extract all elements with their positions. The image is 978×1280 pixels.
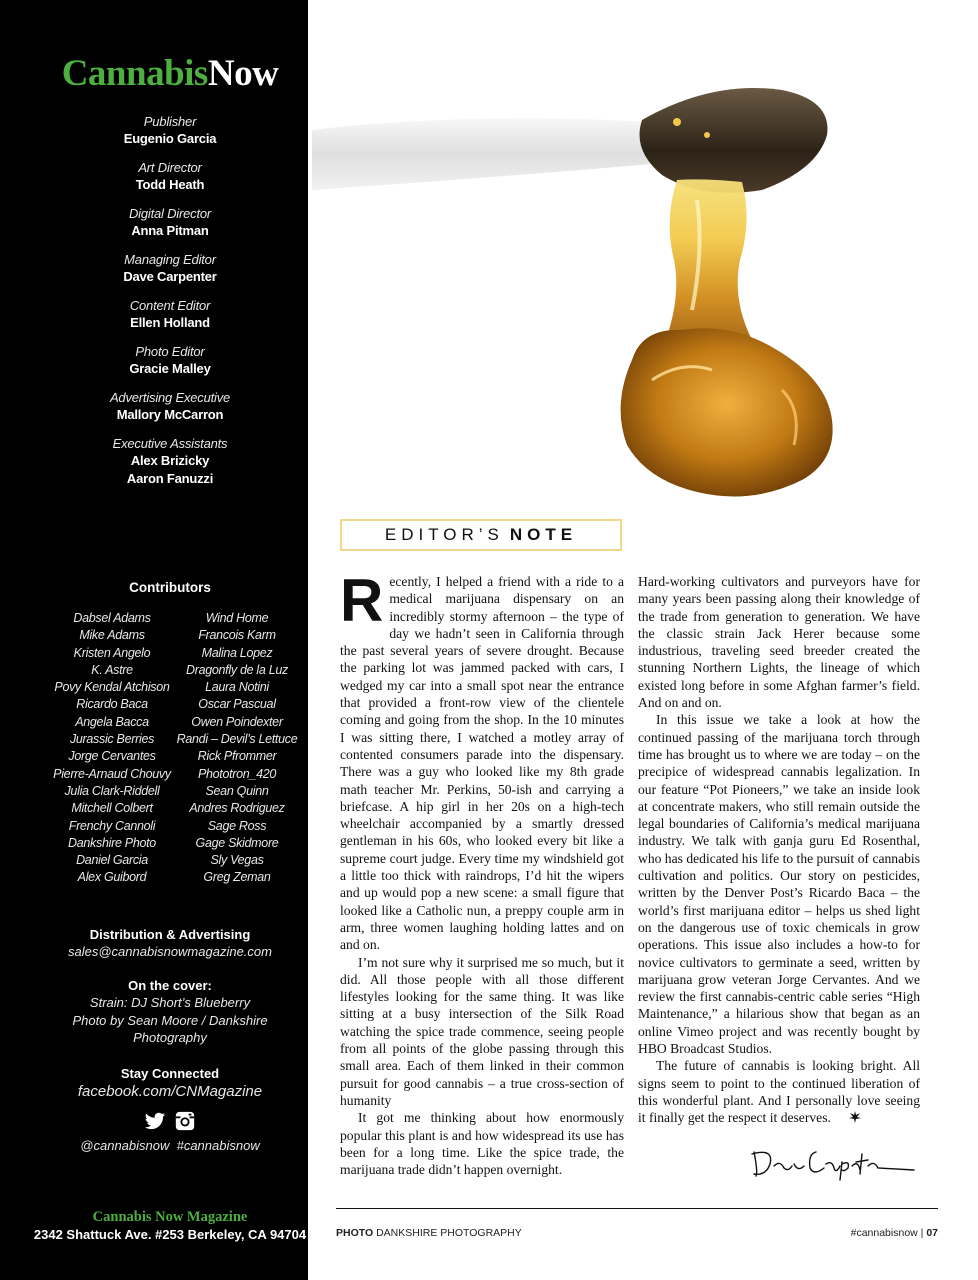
distribution-heading: Distribution & Advertising — [89, 927, 251, 942]
contributor-name: Oscar Pascual — [198, 697, 276, 712]
contributor-name: Pierre-Arnaud Chouvy — [53, 766, 171, 781]
connect-heading: Stay Connected — [120, 1066, 220, 1081]
role-title: Art Director — [138, 160, 202, 175]
editors-label-bold: NOTE — [509, 525, 578, 544]
contributor-name: Alex Guibord — [77, 870, 147, 885]
role-title: Digital Director — [128, 206, 212, 221]
cover-strain: Strain: DJ Short’s Blueberry — [89, 995, 251, 1010]
contributor-name: Dankshire Photo — [68, 835, 156, 850]
article-paragraph: Hard-working cultivators and purveyors have for many years been passing along their knowledge of the trade from generation to generation. We have the classic strain Jack Herer because some industrious, traveling seed breeder created the stunning Northern Lights, the lineage of which existed long before in some Afghan farmer’s field. And on and on. — [638, 574, 920, 711]
cover-heading: On the cover: — [128, 978, 212, 993]
role-name: Eugenio Garcia — [123, 131, 217, 146]
staff-role — [0, 206, 340, 240]
contributor-name: Greg Zeman — [203, 870, 271, 885]
logo-part-2: Now — [207, 53, 279, 94]
role-name: Gracie Malley — [129, 361, 211, 376]
footer-hashtag: #cannabisnow | — [850, 1227, 927, 1239]
magazine-address-block — [0, 1208, 340, 1244]
article-paragraph: It got me thinking about how enormously popular this plant is and how widespread its use has been for a long time. Like the spice trade, the marijuana trade didn’t happen overnight. — [340, 1110, 624, 1178]
social-icons — [0, 1110, 340, 1132]
cannabis-now-logo — [0, 52, 340, 95]
contributor-name: Rick Pfrommer — [197, 749, 277, 764]
connect-block — [0, 1065, 340, 1153]
contributor-name: Mike Adams — [79, 628, 145, 643]
role-name: Anna Pitman — [131, 223, 209, 238]
article-paragraph: In this issue we take a look at how the continued passing of the marijuana torch through time has brought us to where we are today – on the precipice of widespread cannabis legalization. In our feature “Pot Pioneers,” we take an inside look at concentrate makers, who still remain outside the legal boundaries of California’s medical marijuana industry. We talk with ganja guru Ed Rosenthal, who has dedicated his life to the pursuit of cannabis cultivation and politics. Our story on pesticides, written by the Denver Post’s Ricardo Baca – the world’s first marijuana editor – helps us shed light on the dangerous use of toxic chemicals in grow operations. This issue also includes a how-to for novice cultivators to germinate a seed, written by marijuana grow veteran Jorge Cervantes. And we review the first cannabis-centric cable series “High Maintenance,” a hilarious show that began as an online Vimeo project and was recently bought by HBO Broadcast Studios. — [638, 712, 920, 1057]
article-paragraph: I’m not sure why it surprised me so much, but it did. All those people with all those different lifestyles looking for the same thing. It was like sitting at a busy intersection of the Silk Road watching the spice trade commence, seeing people from all points of the globe passing through this small area. Each of them linked in their common pursuit for good cannabis – a true cross-section of humanity — [340, 954, 624, 1108]
contributor-name: Sage Ross — [207, 818, 267, 833]
concentrate-dab-photo — [312, 60, 912, 530]
contributor-name: Francois Karm — [198, 628, 276, 643]
footer-rule — [336, 1208, 938, 1209]
contributors-column-right — [176, 610, 298, 887]
staff-role — [0, 344, 340, 378]
role-name: Ellen Holland — [130, 315, 210, 330]
staff-role — [0, 298, 340, 332]
role-title: Photo Editor — [135, 344, 205, 359]
contributor-name: Daniel Garcia — [76, 853, 148, 868]
photo-credit-name: DANKSHIRE PHOTOGRAPHY — [373, 1227, 522, 1239]
article-paragraph — [340, 567, 624, 954]
contributor-name: Andres Rodriguez — [189, 801, 285, 816]
contributor-name: Povy Kendal Atchison — [54, 680, 170, 695]
contributor-name: Angela Bacca — [75, 714, 149, 729]
contributor-name: Phototron_420 — [197, 766, 277, 781]
masthead-sidebar — [0, 0, 308, 1280]
photo-credit-label: PHOTO — [336, 1227, 374, 1239]
contributor-name: Mitchell Colbert — [71, 801, 153, 816]
cover-block — [0, 977, 340, 1047]
cover-photo-credit-1: Photo by Sean Moore / Dankshire — [72, 1012, 268, 1028]
contributor-name: Owen Poindexter — [191, 714, 283, 729]
facebook-link[interactable]: facebook.com/CNMagazine — [77, 1083, 263, 1100]
contributor-name: Laura Notini — [205, 680, 269, 695]
contributor-name: Gage Skidmore — [195, 835, 279, 850]
magazine-name: Cannabis Now Magazine — [92, 1209, 248, 1225]
article-column-1 — [340, 567, 624, 1178]
article-column-2 — [638, 573, 920, 1127]
distribution-block — [0, 926, 340, 961]
contributor-name: Wind Home — [205, 611, 269, 625]
paragraph-text: ecently, I helped a friend with a ride to a medical marijuana dispensary on an incredibly stormy afternoon – the type of day we hadn’t seen in California through the past several years of severe drought. Because the parking lot was jammed packed with cars, I wedged my car into a small spot near the entrance that provided a front-row view of the clientele coming and going from the shop. In the 10 minutes I was sitting there, I watched a motley array of contented consumers parade into the dispensary. There was a guy who looked like my 8th grade math teacher Mr. Perkins, 50-ish and carrying a briefcase. A hip girl in her 20s on a high-tech wheelchair accompanied by a smartly dressed gentleman in his 60s, who looked every bit like a supreme court judge. Every time my windshield got a little too thick with raindrops, I’d hit the wipers and up would pop a new scene: a small figure that looked like a Catholic nun, a preppy couple arm in arm, three women laughing holding lattes and on and on. — [340, 574, 624, 953]
staff-role — [0, 160, 340, 194]
staff-role — [0, 252, 340, 286]
contributors-column-left — [48, 610, 176, 887]
contributor-name: Sly Vegas — [210, 853, 264, 868]
page-number: 07 — [926, 1227, 938, 1239]
contributor-name: Randi – Devil’s Lettuce — [176, 732, 298, 747]
staff-role — [0, 390, 340, 424]
magazine-address: 2342 Shattuck Ave. #253 Berkeley, CA 94704 — [33, 1227, 307, 1242]
instagram-icon[interactable] — [174, 1110, 196, 1132]
contributor-name: K. Astre — [91, 662, 133, 677]
contributor-name: Julia Clark-Riddell — [64, 783, 160, 798]
contributor-name: Dragonfly de la Luz — [185, 662, 288, 677]
staff-role — [0, 436, 340, 488]
article-paragraph — [638, 1057, 920, 1126]
role-title: Managing Editor — [124, 252, 216, 267]
contributor-name: Sean Quinn — [205, 783, 269, 798]
contributor-name: Ricardo Baca — [76, 697, 148, 712]
editors-note-label — [340, 519, 622, 551]
role-name: Dave Carpenter — [123, 269, 217, 284]
role-title: Advertising Executive — [109, 390, 231, 405]
role-name: Todd Heath — [135, 177, 205, 192]
contributor-name: Malina Lopez — [201, 645, 273, 660]
contributors-list — [48, 610, 298, 887]
distribution-email[interactable]: sales@cannabisnowmagazine.com — [68, 944, 272, 959]
contributor-name: Dabsel Adams — [73, 611, 151, 625]
editor-signature — [744, 1142, 924, 1182]
role-title: Executive Assistants — [112, 436, 228, 451]
logo-part-1: Cannabis — [61, 53, 208, 94]
paragraph-text: The future of cannabis is looking bright. All signs seem to point to the continued liberation of this wonderful plant. And I personally love seeing it finally get the respect it deserves. — [638, 1058, 920, 1126]
photo-credit — [336, 1227, 522, 1239]
cover-photo-credit-2: Photography — [133, 1030, 207, 1045]
contributor-name: Jurassic Berries — [69, 732, 155, 747]
contributor-name: Jorge Cervantes — [68, 749, 156, 764]
role-name: Alex Brizicky — [130, 453, 210, 468]
role-name: Mallory McCarron — [116, 407, 224, 422]
role-title: Content Editor — [129, 298, 211, 313]
page-footer-tag — [851, 1227, 938, 1239]
staff-list — [0, 114, 340, 500]
role-name: Aaron Fanuzzi — [126, 471, 214, 486]
contributor-name: Frenchy Cannoli — [68, 818, 156, 833]
drop-cap: R — [340, 567, 384, 634]
editors-label-light: EDITOR’S — [384, 525, 504, 544]
contributors-heading: Contributors — [129, 580, 211, 595]
staff-role — [0, 114, 340, 148]
leaf-end-icon — [831, 1110, 843, 1122]
contributor-name: Kristen Angelo — [73, 645, 151, 660]
role-title: Publisher — [143, 114, 197, 129]
twitter-icon[interactable] — [144, 1110, 166, 1132]
social-handles: @cannabisnow #cannabisnow — [80, 1138, 260, 1153]
